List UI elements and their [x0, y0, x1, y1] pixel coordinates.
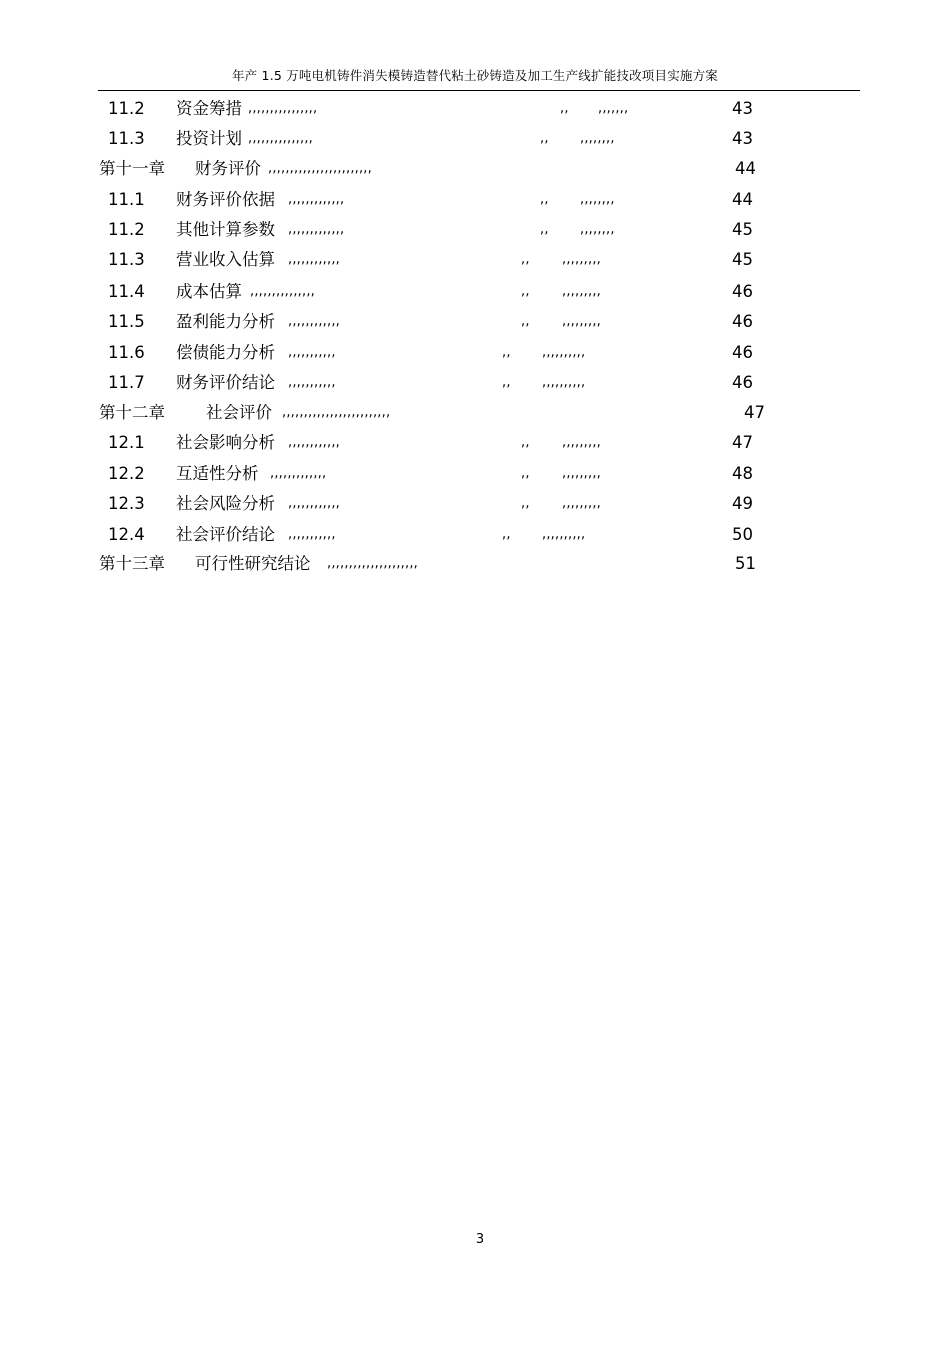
toc-entry-number: 第十三章	[99, 554, 165, 573]
toc-entry-title: 投资计划	[176, 129, 242, 148]
toc-entry-leader: ,,	[521, 435, 530, 450]
toc-entry-leader: ,,,,,,,,,,,,,,,,,,,,,,,,,	[282, 405, 391, 420]
toc-entry[interactable]	[0, 371, 950, 395]
toc-entry-title: 社会评价结论	[176, 525, 275, 544]
toc-entry[interactable]	[0, 341, 950, 365]
toc-entry-leader: ,,,,,,,,,,	[542, 345, 586, 360]
toc-entry-leader: ,,,,,,,,,	[562, 252, 601, 267]
toc-entry-title: 营业收入估算	[176, 250, 275, 269]
toc-entry-page: 45	[732, 220, 753, 239]
toc-entry-page: 43	[732, 129, 753, 148]
toc-entry-leader: ,,,,,,,,,,,	[288, 375, 336, 390]
toc-entry-page: 50	[732, 525, 753, 544]
toc-entry-number: 12.4	[108, 525, 145, 544]
toc-entry-title: 互适性分析	[176, 464, 259, 483]
toc-entry-leader: ,,,,,,,,,,,,,,,	[248, 131, 313, 146]
toc-entry[interactable]	[0, 462, 950, 486]
running-header: 年产 1.5 万吨电机铸件消失模铸造替代粘土砂铸造及加工生产线扩能技改项目实施方案	[231, 68, 719, 83]
toc-entry-number: 11.7	[108, 373, 145, 392]
toc-entry[interactable]	[0, 523, 950, 547]
toc-entry-leader: ,,,,,,,,,	[562, 466, 601, 481]
toc-entry-leader: ,,,,,,,,,,,,	[288, 252, 340, 267]
toc-entry-title: 成本估算	[176, 282, 242, 301]
toc-entry-leader: ,,,,,,,,,,,	[288, 345, 336, 360]
toc-entry-leader: ,,,,,,,,,	[562, 314, 601, 329]
toc-entry-leader: ,,,,,,,,,,	[542, 375, 586, 390]
toc-entry-leader: ,,,,,,,,,,,,	[288, 314, 340, 329]
toc-entry-number: 11.6	[108, 343, 145, 362]
toc-entry[interactable]	[0, 280, 950, 304]
toc-entry-leader: ,,	[502, 527, 511, 542]
toc-entry-number: 11.3	[108, 250, 145, 269]
toc-entry-number: 11.1	[108, 190, 145, 209]
toc-entry-leader: ,,,,,,,,,,,,,,,	[250, 284, 315, 299]
toc-entry-number: 12.1	[108, 433, 145, 452]
toc-entry-leader: ,,,,,,,,,	[562, 496, 601, 511]
toc-entry-leader: ,,,,,,,	[598, 101, 629, 116]
toc-entry-title: 盈利能力分析	[176, 312, 275, 331]
toc-entry-leader: ,,	[502, 375, 511, 390]
toc-entry-page: 43	[732, 99, 753, 118]
toc-entry[interactable]	[0, 552, 950, 576]
page-number: 3	[475, 1232, 485, 1247]
toc-entry-leader: ,,	[521, 314, 530, 329]
toc-entry-leader: ,,	[560, 101, 569, 116]
toc-entry-number: 第十二章	[99, 403, 165, 422]
toc-entry-number: 11.2	[108, 99, 145, 118]
header-rule	[98, 90, 860, 91]
toc-entry[interactable]	[0, 310, 950, 334]
toc-entry[interactable]	[0, 218, 950, 242]
toc-entry-title: 资金筹措	[176, 99, 242, 118]
toc-entry-leader: ,,	[502, 345, 511, 360]
toc-entry[interactable]	[0, 248, 950, 272]
toc-entry-page: 51	[735, 554, 756, 573]
toc-entry-leader: ,,,,,,,,,,,,	[288, 496, 340, 511]
toc-entry[interactable]	[0, 401, 950, 425]
toc-entry[interactable]	[0, 127, 950, 151]
toc-entry-title: 财务评价依据	[176, 190, 275, 209]
toc-entry-leader: ,,,,,,,,,,,,	[288, 435, 340, 450]
toc-entry-title: 社会评价	[206, 403, 272, 422]
toc-entry-page: 45	[732, 250, 753, 269]
toc-entry-page: 46	[732, 312, 753, 331]
toc-entry-leader: ,,,,,,,,,,,	[288, 527, 336, 542]
toc-entry-page: 44	[735, 159, 756, 178]
toc-entry-title: 其他计算参数	[176, 220, 275, 239]
toc-entry-number: 12.3	[108, 494, 145, 513]
toc-entry[interactable]	[0, 97, 950, 121]
toc-entry-number: 12.2	[108, 464, 145, 483]
toc-entry[interactable]	[0, 188, 950, 212]
toc-entry-title: 财务评价结论	[176, 373, 275, 392]
toc-entry-leader: ,,,,,,,,	[580, 222, 615, 237]
toc-entry-page: 49	[732, 494, 753, 513]
toc-entry-page: 46	[732, 282, 753, 301]
toc-entry-page: 44	[732, 190, 753, 209]
toc-entry-leader: ,,,,,,,,,	[562, 284, 601, 299]
toc-entry-page: 46	[732, 373, 753, 392]
toc-entry-leader: ,,,,,,,,,,,,,	[288, 192, 345, 207]
toc-entry-leader: ,,	[540, 131, 549, 146]
toc-entry-title: 偿债能力分析	[176, 343, 275, 362]
toc-entry-leader: ,,,,,,,,,,,,,	[270, 466, 327, 481]
toc-entry-leader: ,,,,,,,,	[580, 131, 615, 146]
toc-entry-page: 47	[744, 403, 765, 422]
toc-entry-leader: ,,,,,,,,,	[562, 435, 601, 450]
toc-entry-leader: ,,,,,,,,,,,,,,,,,,,,,	[327, 556, 418, 571]
toc-entry-number: 11.2	[108, 220, 145, 239]
toc-entry-number: 11.5	[108, 312, 145, 331]
toc-entry-title: 财务评价	[195, 159, 261, 178]
toc-entry-page: 46	[732, 343, 753, 362]
toc-entry-leader: ,,	[521, 252, 530, 267]
toc-entry-leader: ,,,,,,,,,,,,,	[288, 222, 345, 237]
toc-entry-leader: ,,	[540, 222, 549, 237]
toc-entry-leader: ,,,,,,,,,,,,,,,,	[248, 101, 318, 116]
toc-entry-leader: ,,,,,,,,	[580, 192, 615, 207]
toc-entry-title: 社会影响分析	[176, 433, 275, 452]
toc-entry-leader: ,,	[521, 496, 530, 511]
toc-entry-number: 第十一章	[99, 159, 165, 178]
toc-entry[interactable]	[0, 492, 950, 516]
toc-entry[interactable]	[0, 431, 950, 455]
toc-entry-title: 社会风险分析	[176, 494, 275, 513]
toc-entry-leader: ,,,,,,,,,,	[542, 527, 586, 542]
toc-entry-page: 48	[732, 464, 753, 483]
toc-entry-page: 47	[732, 433, 753, 452]
toc-entry-leader: ,,,,,,,,,,,,,,,,,,,,,,,,	[268, 161, 372, 176]
toc-entry-title: 可行性研究结论	[195, 554, 311, 573]
toc-entry[interactable]	[0, 157, 950, 181]
toc-entry-leader: ,,	[521, 284, 530, 299]
toc-entry-leader: ,,	[540, 192, 549, 207]
toc-entry-number: 11.3	[108, 129, 145, 148]
toc-entry-number: 11.4	[108, 282, 145, 301]
toc-entry-leader: ,,	[521, 466, 530, 481]
